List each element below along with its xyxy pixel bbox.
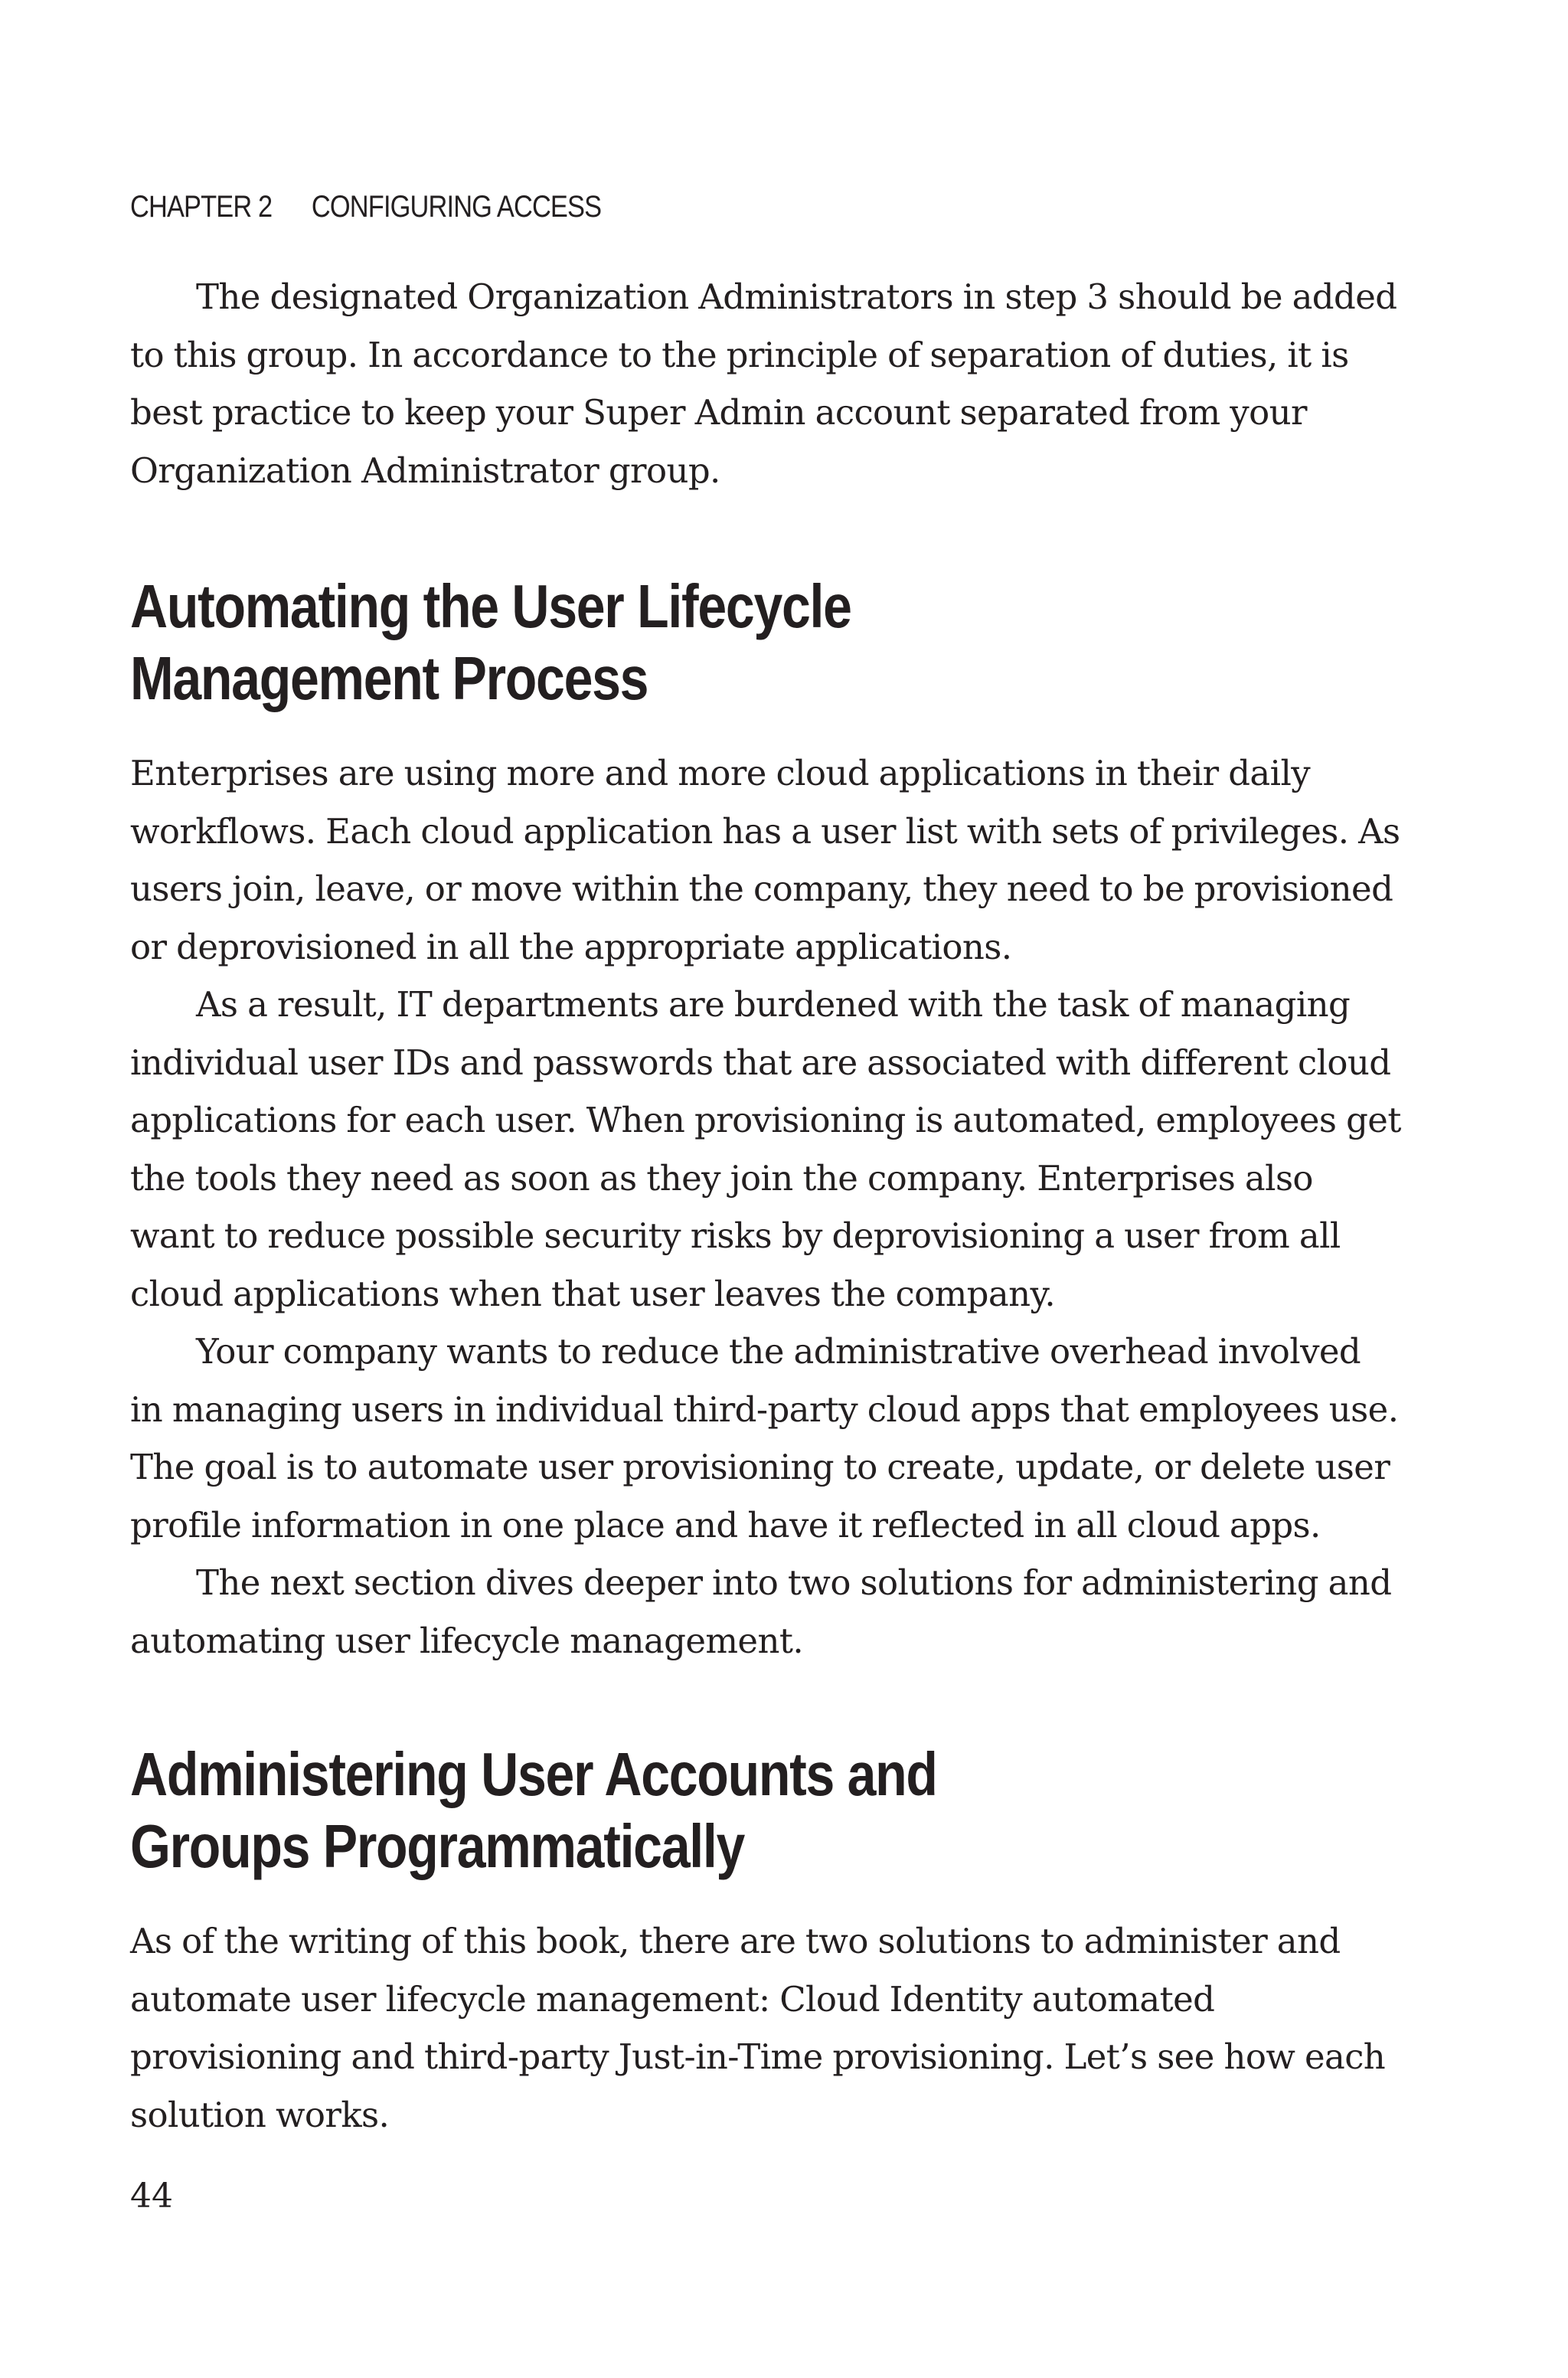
- section-administering-body: [130, 1912, 1401, 2144]
- chapter-number: CHAPTER 2: [130, 190, 273, 224]
- intro-paragraph: The designated Organization Administrators in step 3 should be added to this group. In accordance to the principle of separation of duties, it is best practice to keep your Super Admin account separated from your Organization Administrator group.: [130, 276, 1397, 491]
- running-head: [130, 188, 601, 225]
- section-heading-block: [130, 571, 1401, 715]
- section-heading-block: [130, 1739, 1401, 1882]
- page-number: 44: [130, 2177, 173, 2216]
- paragraph: Enterprises are using more and more cloud applications in their daily workflows. Each cloud application has a user list with sets of privileges. As users join, leave, or move within the company, they need to be provisioned or deprovisioned in all the appropriate applications.: [130, 753, 1400, 967]
- section-heading-automating: Automating the User Lifecycle Management Process: [130, 572, 851, 712]
- paragraph: Your company wants to reduce the administrative overhead involved in managing users in individual third-party cloud apps that employees use. The goal is to automate user provisioning to create, update, or delete user profile information in one place and have it reflected in all cloud apps.: [130, 1331, 1399, 1546]
- paragraph: As a result, IT departments are burdened with the task of managing individual user IDs and passwords that are associated with different cloud applications for each user. When provisioning is automated, employees get the tools they need as soon as they join the company. Enterprises also want to reduce possible security risks by deprovisioning a user from all cloud applications when that user leaves the company.: [130, 984, 1401, 1314]
- intro-block: [130, 268, 1401, 499]
- paragraph: The next section dives deeper into two solutions for administering and automating user lifecycle management.: [130, 1562, 1392, 1661]
- section-heading-administering: Administering User Accounts and Groups Programmatically: [130, 1740, 937, 1880]
- chapter-title: CONFIGURING ACCESS: [311, 190, 602, 224]
- paragraph: As of the writing of this book, there are two solutions to administer and automate user lifecycle management: Cloud Identity automated provisioning and third-party Just-in-Time provisioning. Let’s see how each solution works.: [130, 1921, 1386, 2135]
- section-automating-body: [130, 744, 1401, 1670]
